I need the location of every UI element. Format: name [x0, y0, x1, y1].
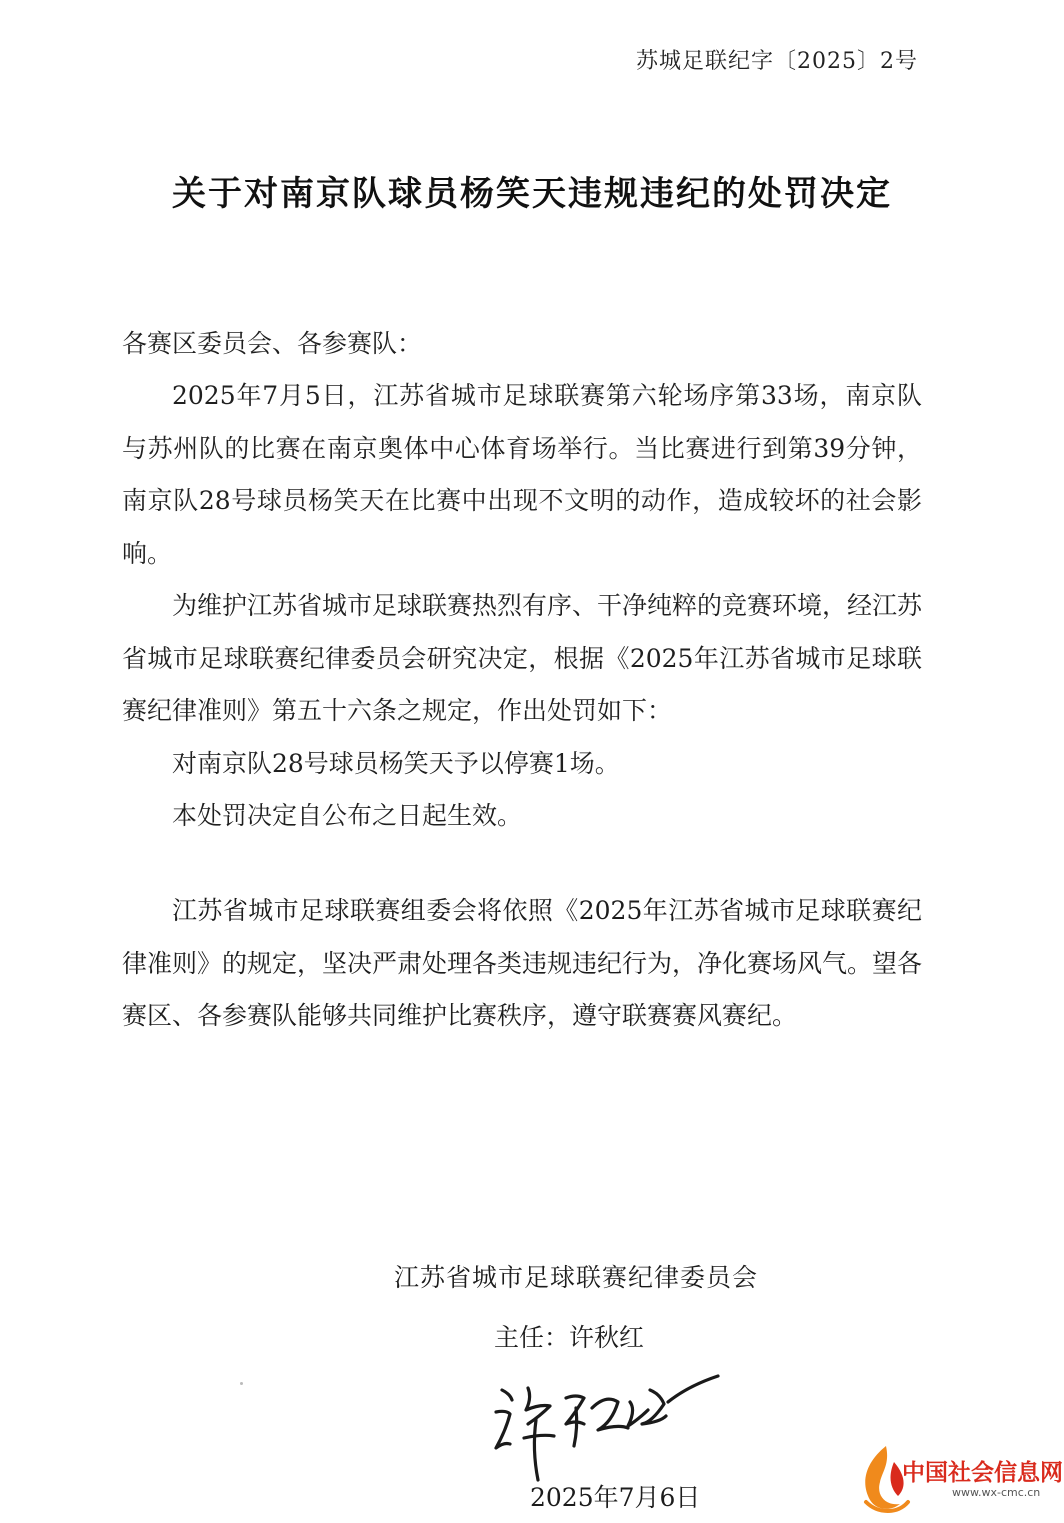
document-number: 苏城足联纪字〔2025〕2号	[636, 49, 918, 74]
paragraph-closing: 江苏省城市足球联赛组委会将依照《2025年江苏省城市足球联赛纪律准则》的规定，坚决严肃处理各类违规违纪行为，净化赛场风气。望各赛区、各参赛队能够共同维护比赛秩序，遵守联赛赛风赛纪。	[122, 896, 923, 1030]
signing-date: 2025年7月6日	[530, 1483, 701, 1512]
document-title: 关于对南京队球员杨笑天违规违纪的处罚决定	[172, 174, 892, 214]
watermark-url: www.wx-cmc.cn	[952, 1486, 1041, 1499]
salutation: 各赛区委员会、各参赛队：	[122, 329, 423, 358]
paragraph-decision-basis: 为维护江苏省城市足球联赛热烈有序、干净纯粹的竞赛环境，经江苏省城市足球联赛纪律委员会研究决定，根据《2025年江苏省城市足球联赛纪律准则》第五十六条之规定，作出处罚如下：	[122, 591, 923, 725]
handwritten-signature	[480, 1368, 730, 1488]
paragraph-effective: 本处罚决定自公布之日起生效。	[172, 801, 523, 830]
site-watermark	[856, 1440, 1063, 1520]
signing-organization: 江苏省城市足球联赛纪律委员会	[394, 1263, 759, 1292]
watermark-name: 中国社会信息网	[902, 1460, 1063, 1486]
paragraph-penalty: 对南京队28号球员杨笑天予以停赛1场。	[172, 748, 620, 778]
closing-paragraph	[122, 885, 922, 1043]
director-line: 主任：许秋红	[494, 1323, 645, 1352]
paragraph-incident: 2025年7月5日，江苏省城市足球联赛第六轮场序第33场，南京队与苏州队的比赛在南京奥体中心体育场举行。当比赛进行到第39分钟，南京队28号球员杨笑天在比赛中出现不文明的动作，造成较坏的社会影响。	[122, 381, 922, 568]
document-body	[122, 370, 922, 843]
speck	[240, 1382, 243, 1385]
